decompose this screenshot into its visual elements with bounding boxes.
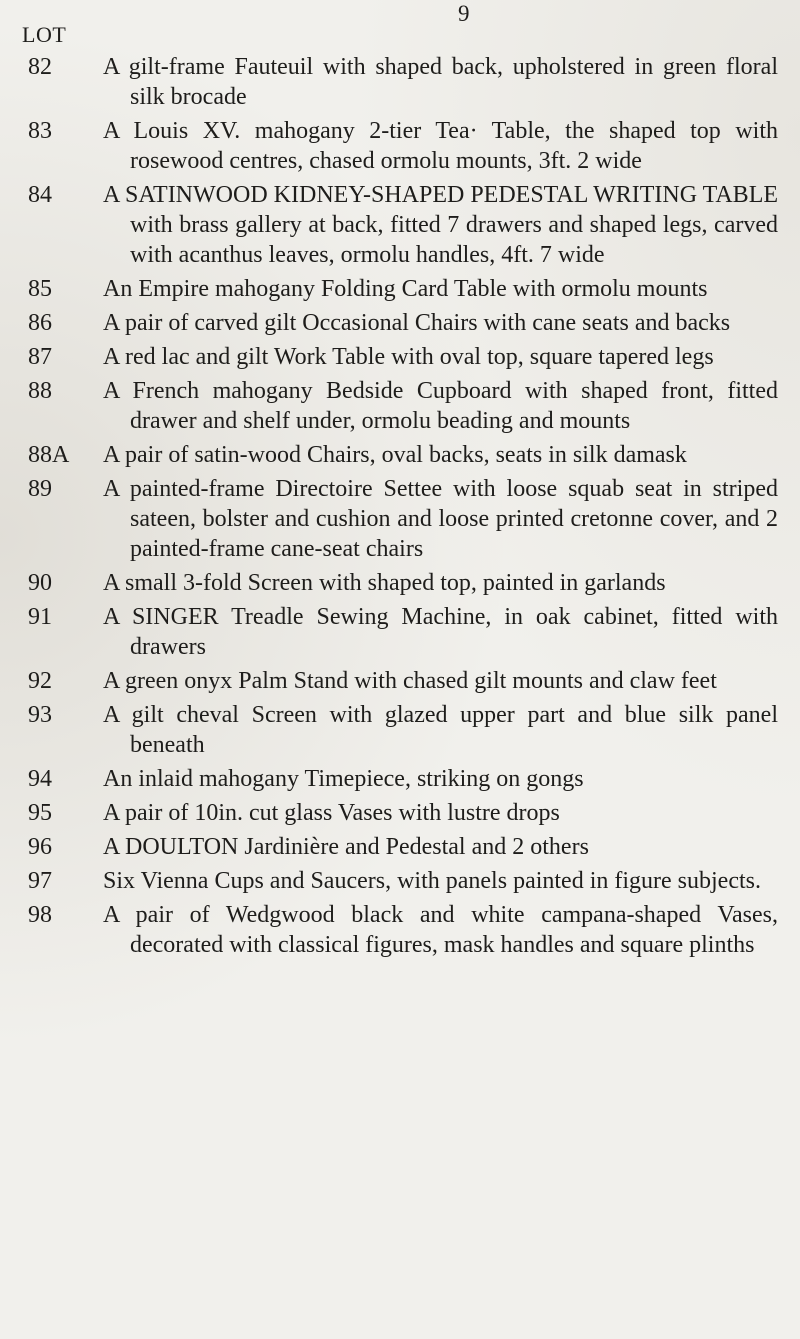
lot-entry <box>0 440 800 470</box>
lot-description: A pair of carved gilt Occasional Chairs with cane seats and backs <box>103 310 731 336</box>
lot-number: 96 <box>28 834 52 860</box>
lot-column-header: LOT <box>22 22 67 47</box>
lot-entry <box>0 832 800 862</box>
lot-description: A gilt cheval Screen with glazed upper part and blue silk panel beneath <box>103 702 778 758</box>
lot-description: A painted-frame Directoire Settee with loose squab seat in striped sateen, bolster and cushion and loose printed cretonne cover, and 2 painted-frame cane-seat chairs <box>103 476 778 562</box>
lot-number: 85 <box>28 276 52 302</box>
lot-entry <box>0 180 800 270</box>
lot-description: A SATINWOOD KIDNEY-SHAPED PEDESTAL WRITING TABLE with brass gallery at back, fitted 7 drawers and shaped legs, carved with acanthus leaves, ormolu handles, 4ft. 7 wide <box>103 182 779 268</box>
lot-entry <box>0 274 800 304</box>
lot-entry <box>0 866 800 896</box>
page-number: 9 <box>458 1 470 26</box>
lot-number: 98 <box>28 902 52 928</box>
lot-description: A pair of satin-wood Chairs, oval backs, seats in silk damask <box>103 442 687 468</box>
lot-description: A green onyx Palm Stand with chased gilt mounts and claw feet <box>103 668 717 694</box>
lot-description: Six Vienna Cups and Saucers, with panels painted in figure subjects. <box>103 868 761 894</box>
lot-description: A gilt-frame Fauteuil with shaped back, upholstered in green floral silk brocade <box>103 54 778 110</box>
lot-number: 90 <box>28 570 52 596</box>
lot-entry <box>0 568 800 598</box>
lot-entry <box>0 116 800 176</box>
lot-description: A SINGER Treadle Sewing Machine, in oak cabinet, fitted with drawers <box>103 604 778 660</box>
lot-description: A pair of 10in. cut glass Vases with lustre drops <box>103 800 560 826</box>
lot-number: 92 <box>28 668 52 694</box>
lot-list <box>0 52 800 964</box>
lot-description: An Empire mahogany Folding Card Table with ormolu mounts <box>103 276 708 302</box>
lot-number: 87 <box>28 344 52 370</box>
lot-description: An inlaid mahogany Timepiece, striking on gongs <box>103 766 584 792</box>
lot-number: 95 <box>28 800 52 826</box>
lot-number: 93 <box>28 702 52 728</box>
lot-description: A red lac and gilt Work Table with oval top, square tapered legs <box>103 344 714 370</box>
lot-number: 88A <box>28 442 70 468</box>
lot-description: A French mahogany Bedside Cupboard with shaped front, fitted drawer and shelf under, ormolu beading and mounts <box>103 378 778 434</box>
lot-entry <box>0 342 800 372</box>
lot-number: 83 <box>28 118 52 144</box>
lot-entry <box>0 900 800 960</box>
lot-number: 86 <box>28 310 52 336</box>
lot-entry <box>0 666 800 696</box>
lot-entry <box>0 798 800 828</box>
lot-entry <box>0 308 800 338</box>
lot-entry <box>0 474 800 564</box>
lot-entry <box>0 376 800 436</box>
lot-number: 94 <box>28 766 52 792</box>
lot-entry <box>0 602 800 662</box>
lot-description: A pair of Wedgwood black and white campana-shaped Vases, decorated with classical figures, mask handles and square plinths <box>103 902 778 958</box>
lot-description: A DOULTON Jardinière and Pedestal and 2 others <box>103 834 589 860</box>
lot-entry <box>0 700 800 760</box>
lot-number: 88 <box>28 378 52 404</box>
lot-description: A small 3-fold Screen with shaped top, painted in garlands <box>103 570 666 596</box>
lot-entry <box>0 52 800 112</box>
lot-number: 97 <box>28 868 52 894</box>
lot-entry <box>0 764 800 794</box>
lot-number: 89 <box>28 476 52 502</box>
lot-number: 84 <box>28 182 52 208</box>
lot-number: 82 <box>28 54 52 80</box>
lot-number: 91 <box>28 604 52 630</box>
lot-description: A Louis XV. mahogany 2-tier Tea· Table, the shaped top with rosewood centres, chased ormolu mounts, 3ft. 2 wide <box>103 118 778 174</box>
